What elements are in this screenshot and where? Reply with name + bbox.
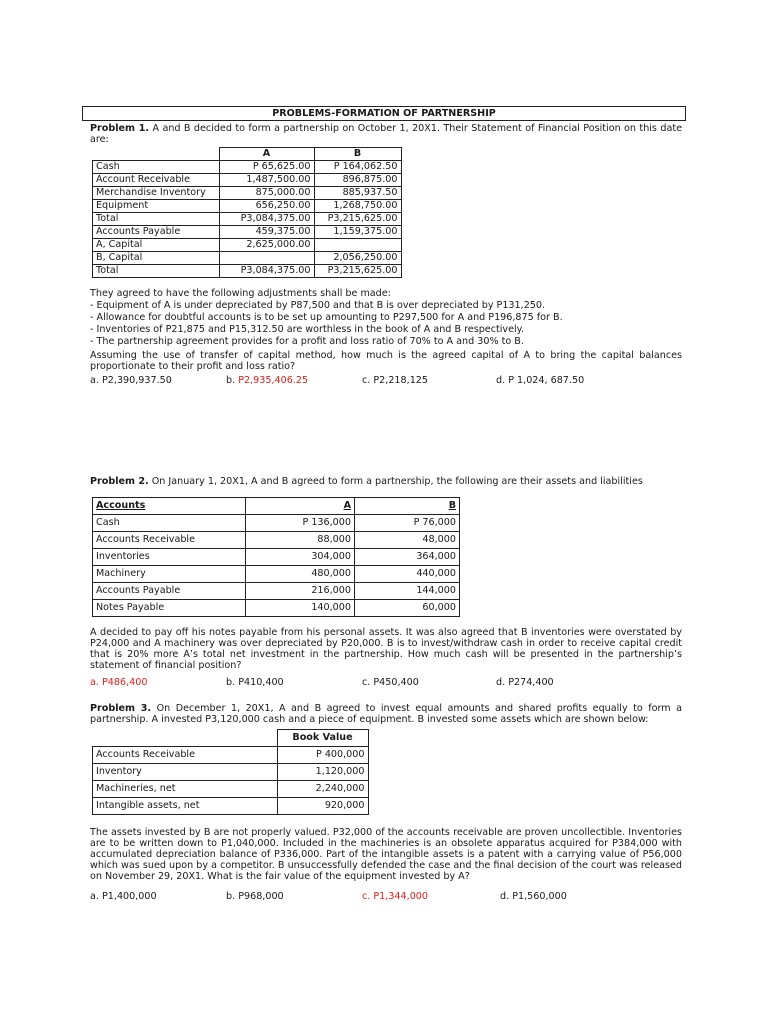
row-label: Total <box>93 265 220 278</box>
row-label: Total <box>93 213 220 226</box>
table-row <box>93 781 369 798</box>
table-header-b: B <box>355 498 460 515</box>
row-value-a: 216,000 <box>246 583 355 600</box>
table-row <box>93 161 402 174</box>
choice-text-answer: P2,935,406.25 <box>238 375 309 386</box>
choice-letter: d. <box>496 375 506 386</box>
choice-letter: a. <box>90 375 99 386</box>
row-value-b: 896,875.00 <box>314 174 401 187</box>
row-label: Accounts Payable <box>93 226 220 239</box>
table-row <box>93 213 402 226</box>
problem-2-intro-text: On January 1, 20X1, A and B agreed to form a partnership, the following are their assets and liabilities <box>151 476 643 487</box>
p1-line: - The partnership agreement provides for a profit and loss ratio of 70% to A and 30% to B. <box>90 336 524 347</box>
choice-letter: b. <box>226 891 236 902</box>
problem-1-intro-text: A and B decided to form a partnership on October 1, 20X1. Their Statement of Financial Position on this date are: <box>90 123 682 146</box>
table-header-b: B <box>314 148 401 161</box>
table-row <box>93 239 402 252</box>
row-value-b: 1,268,750.00 <box>314 200 401 213</box>
choice-b[interactable] <box>226 375 308 386</box>
choice-text: P968,000 <box>238 891 284 902</box>
choice-b[interactable] <box>226 677 284 688</box>
choice-letter: b. <box>226 375 236 386</box>
row-value-a: P 136,000 <box>246 515 355 532</box>
row-value-b: P 76,000 <box>355 515 460 532</box>
table-row <box>93 174 402 187</box>
table-row <box>93 187 402 200</box>
row-value-b: 60,000 <box>355 600 460 617</box>
p1-line: They agreed to have the following adjustments shall be made: <box>90 288 391 299</box>
problem-1-intro <box>90 123 682 145</box>
choice-c[interactable] <box>362 891 428 902</box>
problem-1-question: Assuming the use of transfer of capital method, how much is the agreed capital of A to bring the capital balances proportionate to their profit and loss ratio? <box>90 350 682 373</box>
problem-3-table <box>92 729 369 815</box>
problem-3-intro <box>90 703 682 725</box>
row-value-b: P 164,062.50 <box>314 161 401 174</box>
table-header-row <box>93 498 460 515</box>
row-value-a: 1,487,500.00 <box>219 174 314 187</box>
table-cell <box>93 148 220 161</box>
row-value-a: P 65,625.00 <box>219 161 314 174</box>
choice-letter: d. <box>500 891 510 902</box>
table-row <box>93 549 460 566</box>
row-label: Accounts Receivable <box>93 532 246 549</box>
row-value-b: 144,000 <box>355 583 460 600</box>
table-header-a: A <box>219 148 314 161</box>
choice-c[interactable] <box>362 375 428 386</box>
table-row <box>93 600 460 617</box>
row-value-b <box>314 239 401 252</box>
table-row <box>93 515 460 532</box>
row-value: 1,120,000 <box>277 764 368 781</box>
problem-1-table <box>92 147 402 278</box>
p1-line: - Equipment of A is under depreciated by P87,500 and that B is over depreciated by P131,250. <box>90 300 546 311</box>
row-value-a: 459,375.00 <box>219 226 314 239</box>
row-value-a: 304,000 <box>246 549 355 566</box>
row-value-b: 885,937.50 <box>314 187 401 200</box>
row-label: Merchandise Inventory <box>93 187 220 200</box>
problem-2-label: Problem 2. <box>90 476 149 487</box>
p1-line: - Inventories of P21,875 and P15,312.50 are worthless in the book of A and B respectively. <box>90 324 525 335</box>
table-row <box>93 566 460 583</box>
choice-text: P1,560,000 <box>512 891 567 902</box>
table-header-accounts: Accounts <box>93 498 246 515</box>
table-row <box>93 265 402 278</box>
row-value-a: 875,000.00 <box>219 187 314 200</box>
row-value-a: P3,084,375.00 <box>219 265 314 278</box>
row-value-b: 48,000 <box>355 532 460 549</box>
row-label: Cash <box>93 515 246 532</box>
row-value-a: 2,625,000.00 <box>219 239 314 252</box>
choice-text: P274,400 <box>508 677 554 688</box>
choice-letter-answer: a. <box>90 677 99 688</box>
choice-a[interactable] <box>90 375 172 386</box>
row-value-b: P3,215,625.00 <box>314 265 401 278</box>
problem-2-intro <box>90 476 643 487</box>
choice-text: P 1,024, 687.50 <box>508 375 585 386</box>
choice-letter: a. <box>90 891 99 902</box>
table-row <box>93 200 402 213</box>
row-label: Cash <box>93 161 220 174</box>
row-label: Inventory <box>93 764 278 781</box>
choice-letter-answer: c. <box>362 891 371 902</box>
table-header-book-value: Book Value <box>277 730 368 747</box>
table-header-row <box>93 148 402 161</box>
row-label: Accounts Payable <box>93 583 246 600</box>
choice-letter: b. <box>226 677 236 688</box>
choice-text: P2,218,125 <box>373 375 429 386</box>
problem-1-label: Problem 1. <box>90 123 150 134</box>
table-row <box>93 532 460 549</box>
row-value-a: 88,000 <box>246 532 355 549</box>
row-value-a: 140,000 <box>246 600 355 617</box>
table-row <box>93 798 369 815</box>
row-label: Notes Payable <box>93 600 246 617</box>
choice-text-answer: P1,344,000 <box>373 891 429 902</box>
choice-d[interactable] <box>500 891 567 902</box>
row-label: Inventories <box>93 549 246 566</box>
row-value-a: 480,000 <box>246 566 355 583</box>
choice-letter: d. <box>496 677 506 688</box>
table-cell <box>93 730 278 747</box>
choice-d[interactable] <box>496 375 584 386</box>
row-label: Intangible assets, net <box>93 798 278 815</box>
row-label: Equipment <box>93 200 220 213</box>
row-value: 920,000 <box>277 798 368 815</box>
row-label: Accounts Receivable <box>93 747 278 764</box>
row-value: P 400,000 <box>277 747 368 764</box>
row-label: Machineries, net <box>93 781 278 798</box>
problem-3-intro-text: On December 1, 20X1, A and B agreed to invest equal amounts and shared profits equally to form a partnership. A invested P3,120,000 cash and a piece of equipment. B invested some assets which are shown below: <box>90 703 682 726</box>
choice-a[interactable] <box>90 891 157 902</box>
row-value-a: P3,084,375.00 <box>219 213 314 226</box>
table-header-row <box>93 730 369 747</box>
choice-letter: c. <box>362 375 371 386</box>
problem-2-question: A decided to pay off his notes payable from his personal assets. It was also agreed that B inventories were overstated by P24,000 and A machinery was over depreciated by P20,000. B is to invest/withdraw cash in order to receive capital credit that is 20% more A’s total net investment in the partnership. How much cash will be presented in the partnership’s statement of financial position? <box>90 627 682 672</box>
choice-text: P410,400 <box>238 677 284 688</box>
table-row <box>93 252 402 265</box>
row-value-b: 364,000 <box>355 549 460 566</box>
table-header-a: A <box>246 498 355 515</box>
choice-a[interactable] <box>90 677 147 688</box>
choice-d[interactable] <box>496 677 554 688</box>
row-value-a <box>219 252 314 265</box>
row-label: B, Capital <box>93 252 220 265</box>
table-row <box>93 226 402 239</box>
choice-text: P450,400 <box>373 677 419 688</box>
choice-text: P2,390,937.50 <box>102 375 172 386</box>
row-label: Account Receivable <box>93 174 220 187</box>
choice-c[interactable] <box>362 677 419 688</box>
row-value-a: 656,250.00 <box>219 200 314 213</box>
row-value: 2,240,000 <box>277 781 368 798</box>
choice-letter: c. <box>362 677 371 688</box>
choice-b[interactable] <box>226 891 284 902</box>
table-row <box>93 764 369 781</box>
row-value-b: 1,159,375.00 <box>314 226 401 239</box>
row-label: Machinery <box>93 566 246 583</box>
p1-line: - Allowance for doubtful accounts is to be set up amounting to P297,500 for A and P196,875 for B. <box>90 312 563 323</box>
row-value-b: 2,056,250.00 <box>314 252 401 265</box>
row-value-b: 440,000 <box>355 566 460 583</box>
choice-text-answer: P486,400 <box>102 677 148 688</box>
table-row <box>93 583 460 600</box>
problem-2-table <box>92 497 460 617</box>
problem-3-label: Problem 3. <box>90 703 152 714</box>
choice-text: P1,400,000 <box>102 891 157 902</box>
problem-3-question: The assets invested by B are not properly valued. P32,000 of the accounts receivable are proven uncollectible. Inventories are to be written down to P1,040,000. Included in the machineries is an obsolete apparatus acquired for P384,000 with accumulated depreciation balance of P336,000. Part of the intangible assets is a patent with a carrying value of P56,000 which was sued upon by a competitor. B unsuccessfully defended the case and the final decision of the court was released on November 29, 20X1. What is the fair value of the equipment invested by A? <box>90 827 682 883</box>
row-value-b: P3,215,625.00 <box>314 213 401 226</box>
page-title: PROBLEMS-FORMATION OF PARTNERSHIP <box>82 106 686 121</box>
row-label: A, Capital <box>93 239 220 252</box>
table-row <box>93 747 369 764</box>
